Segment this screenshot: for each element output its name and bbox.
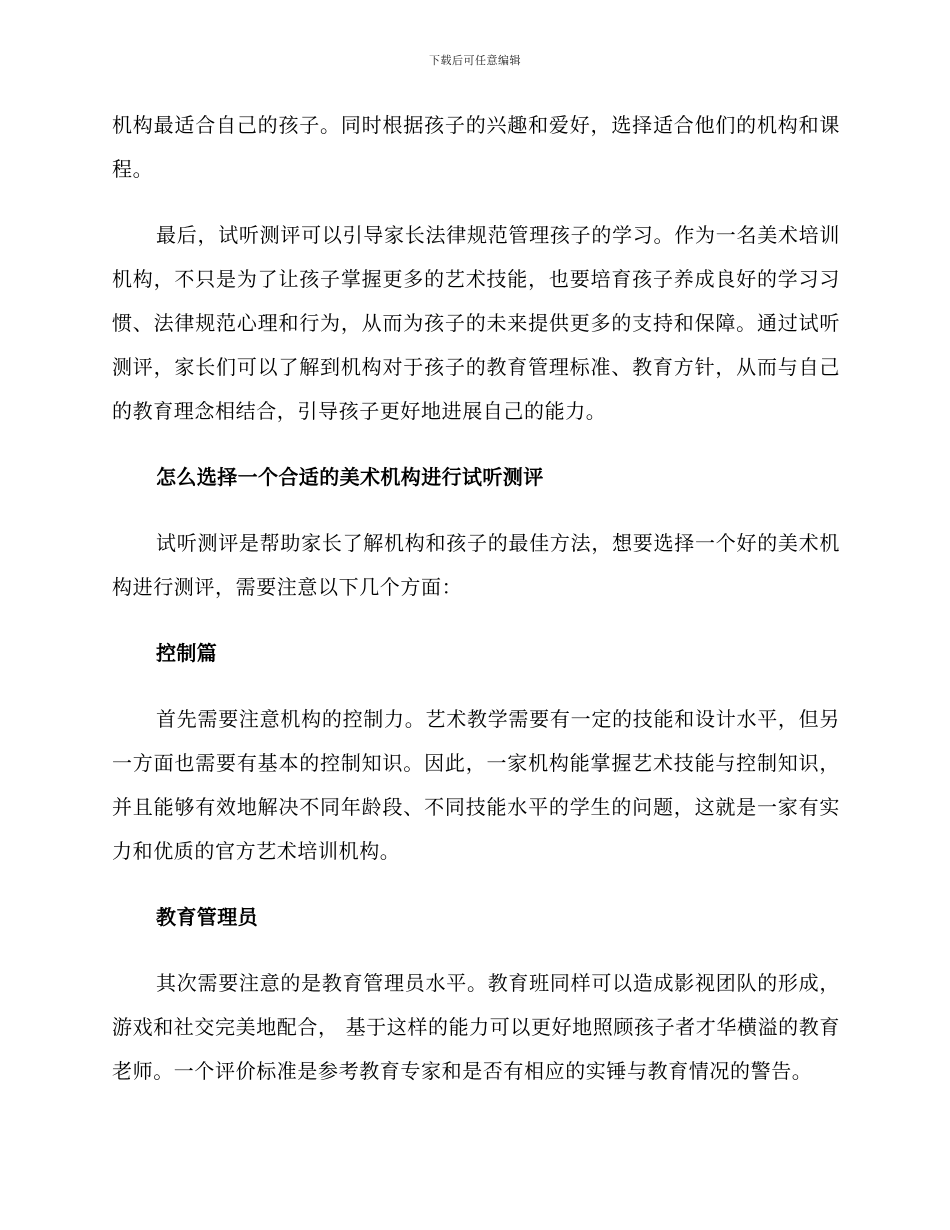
paragraph-1: 机构最适合自己的孩子。同时根据孩子的兴趣和爱好，选择适合他们的机构和课程。 [112, 113, 840, 181]
section-heading-control: 控制篇 [156, 641, 218, 665]
section-heading-education-manager: 教育管理员 [156, 905, 258, 929]
document-body [112, 103, 840, 1115]
paragraph-5: 其次需要注意的是教育管理员水平。教育班同样可以造成影视团队的形成，游戏和社交完美地配合， 基于这样的能力可以更好地照顾孩子者才华横溢的教育老师。一个评价标准是参考教育专家和是否有相应的实锤与教育情况的警告。 [112, 971, 840, 1083]
paragraph-4: 首先需要注意机构的控制力。艺术教学需要有一定的技能和设计水平，但另一方面也需要有基本的控制知识。因此，一家机构能掌握艺术技能与控制知识，并且能够有效地解决不同年龄段、不同技能水平的学生的问题，这就是一家有实力和优质的官方艺术培训机构。 [112, 707, 840, 863]
page-header: 下载后可任意编辑 [429, 54, 521, 67]
paragraph-3: 试听测评是帮助家长了解机构和孩子的最佳方法，想要选择一个好的美术机构进行测评，需要注意以下几个方面： [112, 531, 840, 599]
paragraph-2: 最后，试听测评可以引导家长法律规范管理孩子的学习。作为一名美术培训机构，不只是为了让孩子掌握更多的艺术技能，也要培育孩子养成良好的学习习惯、法律规范心理和行为，从而为孩子的未来提供更多的支持和保障。通过试听测评，家长们可以了解到机构对于孩子的教育管理标准、教育方针，从而与自己的教育理念相结合，引导孩子更好地进展自己的能力。 [112, 223, 840, 423]
section-heading-select-institution: 怎么选择一个合适的美术机构进行试听测评 [156, 465, 544, 489]
